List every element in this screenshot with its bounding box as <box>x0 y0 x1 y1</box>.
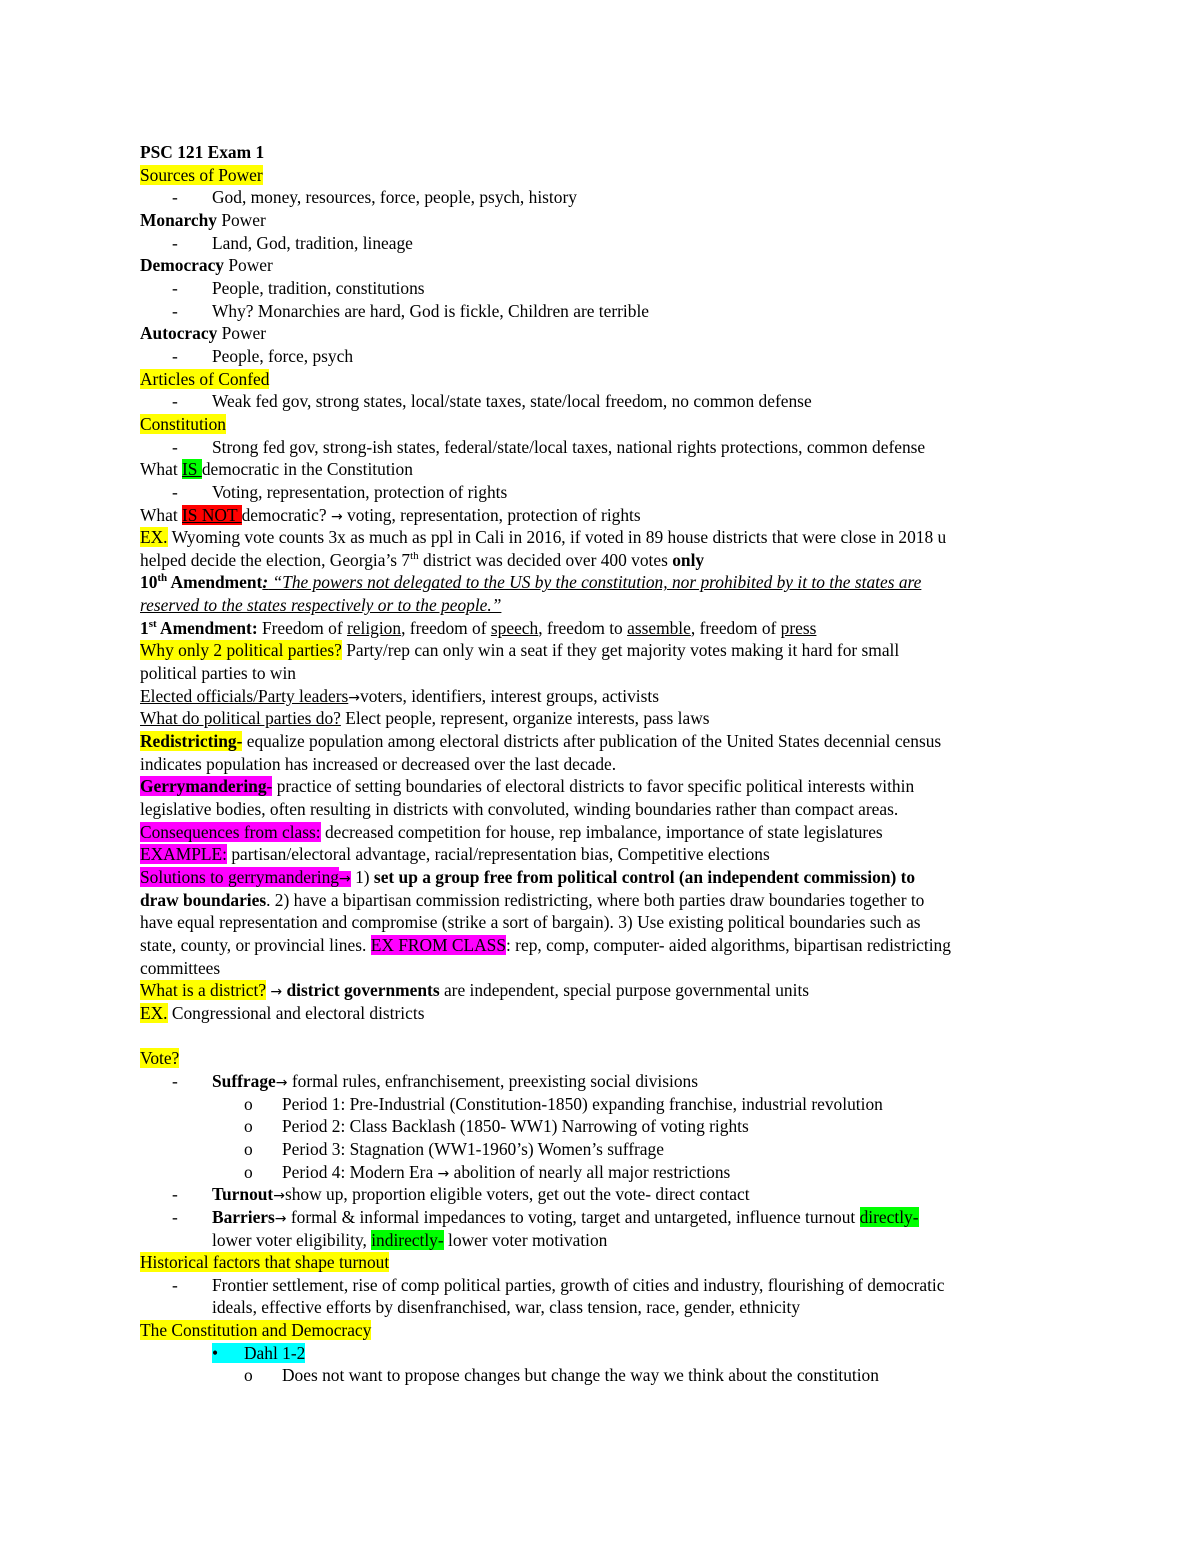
parties-highlight: Why only 2 political parties? <box>140 640 342 661</box>
heading-rest: Power <box>216 209 266 230</box>
arrow-icon: → <box>330 508 343 525</box>
solutions-line <box>140 911 1070 934</box>
parties-line <box>140 662 1070 685</box>
underlined-text: What do political parties do? <box>140 708 341 729</box>
democracy-heading <box>140 254 1070 277</box>
gerrymandering-label: Gerrymandering- <box>140 776 273 797</box>
text-segment: : rep, comp, computer- aided algorithms, bipartisan redistricting <box>506 934 951 955</box>
sub-list-item <box>140 1364 1070 1387</box>
list-item <box>140 390 1070 413</box>
blank-line <box>140 1025 1070 1048</box>
list-item <box>140 1274 1070 1297</box>
arrow-icon: → <box>275 1074 288 1091</box>
list-item <box>140 1206 1070 1229</box>
heading-bold: Autocracy <box>140 323 218 344</box>
text-segment: abolition of nearly all major restrictions <box>449 1161 731 1182</box>
confed-heading <box>140 368 1070 391</box>
example-line <box>140 843 1070 866</box>
directly-highlight: directly- <box>859 1206 919 1227</box>
dash-marker: - <box>172 391 178 412</box>
text-segment: What <box>140 459 183 480</box>
dash-marker: - <box>172 436 178 457</box>
list-item-text: Land, God, tradition, lineage <box>212 232 413 253</box>
ex-from-class-highlight: EX FROM CLASS <box>370 934 506 955</box>
text-segment: , freedom of <box>401 617 491 638</box>
list-item <box>140 232 1070 255</box>
amendment-10-cont <box>140 594 1070 617</box>
text-segment: state, county, or provincial lines. <box>140 934 371 955</box>
list-item <box>140 481 1070 504</box>
superscript: th <box>410 550 419 563</box>
dash-marker: - <box>172 277 178 298</box>
text-segment: committees <box>140 957 221 978</box>
assemble: assemble <box>627 617 691 638</box>
religion: religion <box>346 617 402 638</box>
confed-heading-text: Articles of Confed <box>140 368 270 389</box>
list-item <box>140 277 1070 300</box>
dahl-text: Dahl 1-2 <box>244 1342 306 1363</box>
list-item <box>140 300 1070 323</box>
text-segment: 1) <box>350 867 374 887</box>
amendment-1 <box>140 617 1070 640</box>
text-segment: Elect people, represent, organize interests, pass laws <box>340 708 710 729</box>
text-segment: lower voter eligibility, <box>212 1229 372 1250</box>
consequences-highlight: Consequences from class: <box>140 821 321 842</box>
list-item <box>140 1183 1070 1206</box>
sub-list-item <box>140 1093 1070 1116</box>
bold-text: draw boundaries <box>140 889 267 910</box>
list-item-text: Why? Monarchies are hard, God is fickle, Children are terrible <box>212 300 650 321</box>
redistricting-line <box>140 730 1070 753</box>
list-item-text: God, money, resources, force, people, psych, history <box>212 187 577 208</box>
gerrymandering-line <box>140 798 1070 821</box>
heading-rest: Power <box>217 323 267 344</box>
example-line <box>140 526 1070 549</box>
list-item-text: Period 1: Pre-Industrial (Constitution-1850) expanding franchise, industrial revolution <box>282 1093 883 1114</box>
text-segment: formal & informal impedances to voting, target and untargeted, influence turnout <box>286 1206 860 1227</box>
text-segment: show up, proportion eligible voters, get out the vote- direct contact <box>284 1184 750 1205</box>
bold-text: Barriers <box>212 1206 275 1227</box>
text-segment: Party/rep can only win a seat if they get majority votes making it hard for small <box>341 640 900 661</box>
text-segment: practice of setting boundaries of electoral districts to favor specific political interests within <box>272 776 915 797</box>
text-segment: are independent, special purpose governmental units <box>439 980 810 1001</box>
vote-heading <box>140 1047 1070 1070</box>
solutions-line <box>140 934 1070 957</box>
list-item <box>140 345 1070 368</box>
text-segment: partisan/electoral advantage, racial/representation bias, Competitive elections <box>226 844 770 865</box>
dash-marker: - <box>172 1206 178 1227</box>
text-segment: , freedom of <box>690 617 781 638</box>
bold-text: district governments <box>286 980 440 1001</box>
amendment-10 <box>140 571 1070 594</box>
press: press <box>780 617 817 638</box>
what-is-democratic <box>140 458 1070 481</box>
amend-num: 10 <box>140 572 158 593</box>
dash-marker: - <box>172 345 178 366</box>
arrow-icon: → <box>437 1165 450 1182</box>
sub-list-item <box>140 1138 1070 1161</box>
is-highlight: IS <box>182 459 202 480</box>
underlined-text: Elected officials/Party leaders <box>140 685 349 706</box>
example-line <box>140 549 1070 572</box>
list-item <box>140 186 1070 209</box>
circle-marker: o <box>244 1161 253 1182</box>
list-item-text: Does not want to propose changes but change the way we think about the constitution <box>282 1365 879 1386</box>
list-item-text: Period 2: Class Backlash (1850- WW1) Narrowing of voting rights <box>282 1116 749 1137</box>
document-page <box>140 141 1070 1387</box>
text-segment: political parties to win <box>140 663 296 684</box>
list-item-text: Period 3: Stagnation (WW1-1960’s) Women’s suffrage <box>282 1138 664 1159</box>
heading-rest: Power <box>224 255 273 276</box>
text-segment: formal rules, enfranchisement, preexisting social divisions <box>287 1070 699 1091</box>
consequences-line <box>140 821 1070 844</box>
bold-text: Turnout <box>212 1184 274 1205</box>
dash-marker: - <box>172 1184 178 1205</box>
dash-marker: - <box>172 187 178 208</box>
example-highlight: EXAMPLE: <box>140 844 227 865</box>
page-title: PSC 121 Exam 1 <box>140 142 265 162</box>
arrow-icon: → <box>339 871 351 887</box>
solutions-line <box>140 866 1070 889</box>
text-segment: lower voter motivation <box>443 1229 608 1250</box>
redistricting-label: Redistricting- <box>140 731 243 752</box>
text-segment: Wyoming vote counts 3x as much as ppl in Cali in 2016, if voted in 89 house districts that were close in 2018 u <box>167 527 947 548</box>
district-highlight: What is a district? <box>140 980 267 1001</box>
text-segment: voting, representation, protection of rights <box>342 504 641 525</box>
amend-label: Amendment: <box>156 617 258 638</box>
is-not-highlight: IS NOT <box>182 504 242 525</box>
parties-line <box>140 639 1070 662</box>
text-segment: helped decide the election, Georgia’s 7 <box>140 549 411 570</box>
text-segment: Freedom of <box>257 617 347 638</box>
text-segment: , freedom to <box>538 617 628 638</box>
solutions-line <box>140 957 1070 980</box>
what-is-not-democratic <box>140 504 1070 527</box>
autocracy-heading <box>140 322 1070 345</box>
solutions-highlight: Solutions to gerrymandering <box>140 867 339 887</box>
list-item-text: Weak fed gov, strong states, local/state taxes, state/local freedom, no common defense <box>212 391 812 412</box>
ex-highlight: EX. <box>140 527 168 548</box>
text-segment: legislative bodies, often resulting in districts with convoluted, winding boundaries rather than compact areas. <box>140 799 899 820</box>
circle-marker: o <box>244 1093 253 1114</box>
text-segment: voters, identifiers, interest groups, activists <box>360 685 659 706</box>
historical-heading-text: Historical factors that shape turnout <box>140 1252 390 1273</box>
constdem-heading-text: The Constitution and Democracy <box>140 1320 372 1341</box>
amend-quote: reserved to the states respectively or to the people.” <box>140 595 502 616</box>
amend-label: Amendment <box>167 572 263 593</box>
what-parties-do <box>140 707 1070 730</box>
text-segment: decreased competition for house, rep imbalance, importance of state legislatures <box>320 821 883 842</box>
circle-marker: o <box>244 1116 253 1137</box>
list-item <box>140 436 1070 459</box>
arrow-icon: → <box>273 1188 285 1205</box>
redistricting-line <box>140 753 1070 776</box>
arrow-icon: → <box>274 1210 287 1227</box>
list-item-text: Frontier settlement, rise of comp political parties, growth of cities and industry, flourishing of democratic <box>212 1274 945 1295</box>
text-segment: Period 4: Modern Era <box>282 1161 438 1182</box>
example-line <box>140 1002 1070 1025</box>
list-item-text: People, tradition, constitutions <box>212 277 425 298</box>
constitution-heading-text: Constitution <box>140 413 227 434</box>
district-line <box>140 979 1070 1002</box>
historical-heading <box>140 1251 1070 1274</box>
sources-heading <box>140 164 1070 187</box>
text-segment: equalize population among electoral districts after publication of the United States decennial census <box>242 731 942 752</box>
amend-quote: “The powers not delegated to the US by the constitution, nor prohibited by it to the states are <box>268 572 922 593</box>
text-segment: . 2) have a bipartisan commission redistricting, where both parties draw boundaries together to <box>266 889 925 910</box>
dash-marker: - <box>172 232 178 253</box>
circle-marker: o <box>244 1365 253 1386</box>
sub-list-item <box>140 1115 1070 1138</box>
dash-marker: - <box>172 1070 178 1091</box>
superscript: th <box>157 572 168 585</box>
heading-bold: Democracy <box>140 255 225 276</box>
text-segment: have equal representation and compromise (strike a sort of bargain). 3) Use existing political boundaries such as <box>140 912 921 933</box>
constitution-heading <box>140 413 1070 436</box>
list-item-text: Strong fed gov, strong-ish states, federal/state/local taxes, national rights protections, common defense <box>212 436 926 457</box>
list-item-text: Voting, representation, protection of rights <box>212 481 508 502</box>
list-item-cont <box>140 1229 1070 1252</box>
vote-heading-text: Vote? <box>140 1048 180 1069</box>
bullet-item <box>140 1342 1070 1365</box>
speech: speech <box>490 617 539 638</box>
constdem-heading <box>140 1319 1070 1342</box>
monarchy-heading <box>140 209 1070 232</box>
dash-marker: - <box>172 1274 178 1295</box>
bullet-marker: • <box>212 1342 219 1363</box>
ex-highlight: EX. <box>140 1002 168 1023</box>
elected-officials <box>140 685 1070 708</box>
dash-marker: - <box>172 300 178 321</box>
superscript: st <box>148 617 157 630</box>
list-item <box>140 1070 1070 1093</box>
list-item-cont <box>140 1296 1070 1319</box>
text-segment: Congressional and electoral districts <box>167 1002 425 1023</box>
circle-marker: o <box>244 1138 253 1159</box>
bold-text: Suffrage <box>212 1070 276 1091</box>
heading-bold: Monarchy <box>140 209 217 230</box>
bold-text: set up a group free from political control (an independent commission) to <box>373 867 916 887</box>
bold-only: only <box>672 549 705 570</box>
indirectly-highlight: indirectly- <box>371 1229 444 1250</box>
sources-heading-text: Sources of Power <box>140 164 263 185</box>
amend-num: 1 <box>140 617 149 638</box>
text-segment: What <box>140 504 183 525</box>
list-item-text: People, force, psych <box>212 345 354 366</box>
amend-colon: : <box>262 572 269 593</box>
arrow-icon: → <box>270 984 283 1001</box>
list-item-text: ideals, effective efforts by disenfranchised, war, class tension, race, gender, ethnicity <box>212 1297 801 1318</box>
text-segment: indicates population has increased or decreased over the last decade. <box>140 753 617 774</box>
solutions-line <box>140 889 1070 912</box>
dash-marker: - <box>172 481 178 502</box>
text-segment: democratic? <box>241 504 331 525</box>
sub-list-item <box>140 1161 1070 1184</box>
text-segment: democratic in the Constitution <box>201 459 413 480</box>
arrow-icon: → <box>348 689 361 706</box>
text-segment: district was decided over 400 votes <box>418 549 673 570</box>
gerrymandering-line <box>140 775 1070 798</box>
